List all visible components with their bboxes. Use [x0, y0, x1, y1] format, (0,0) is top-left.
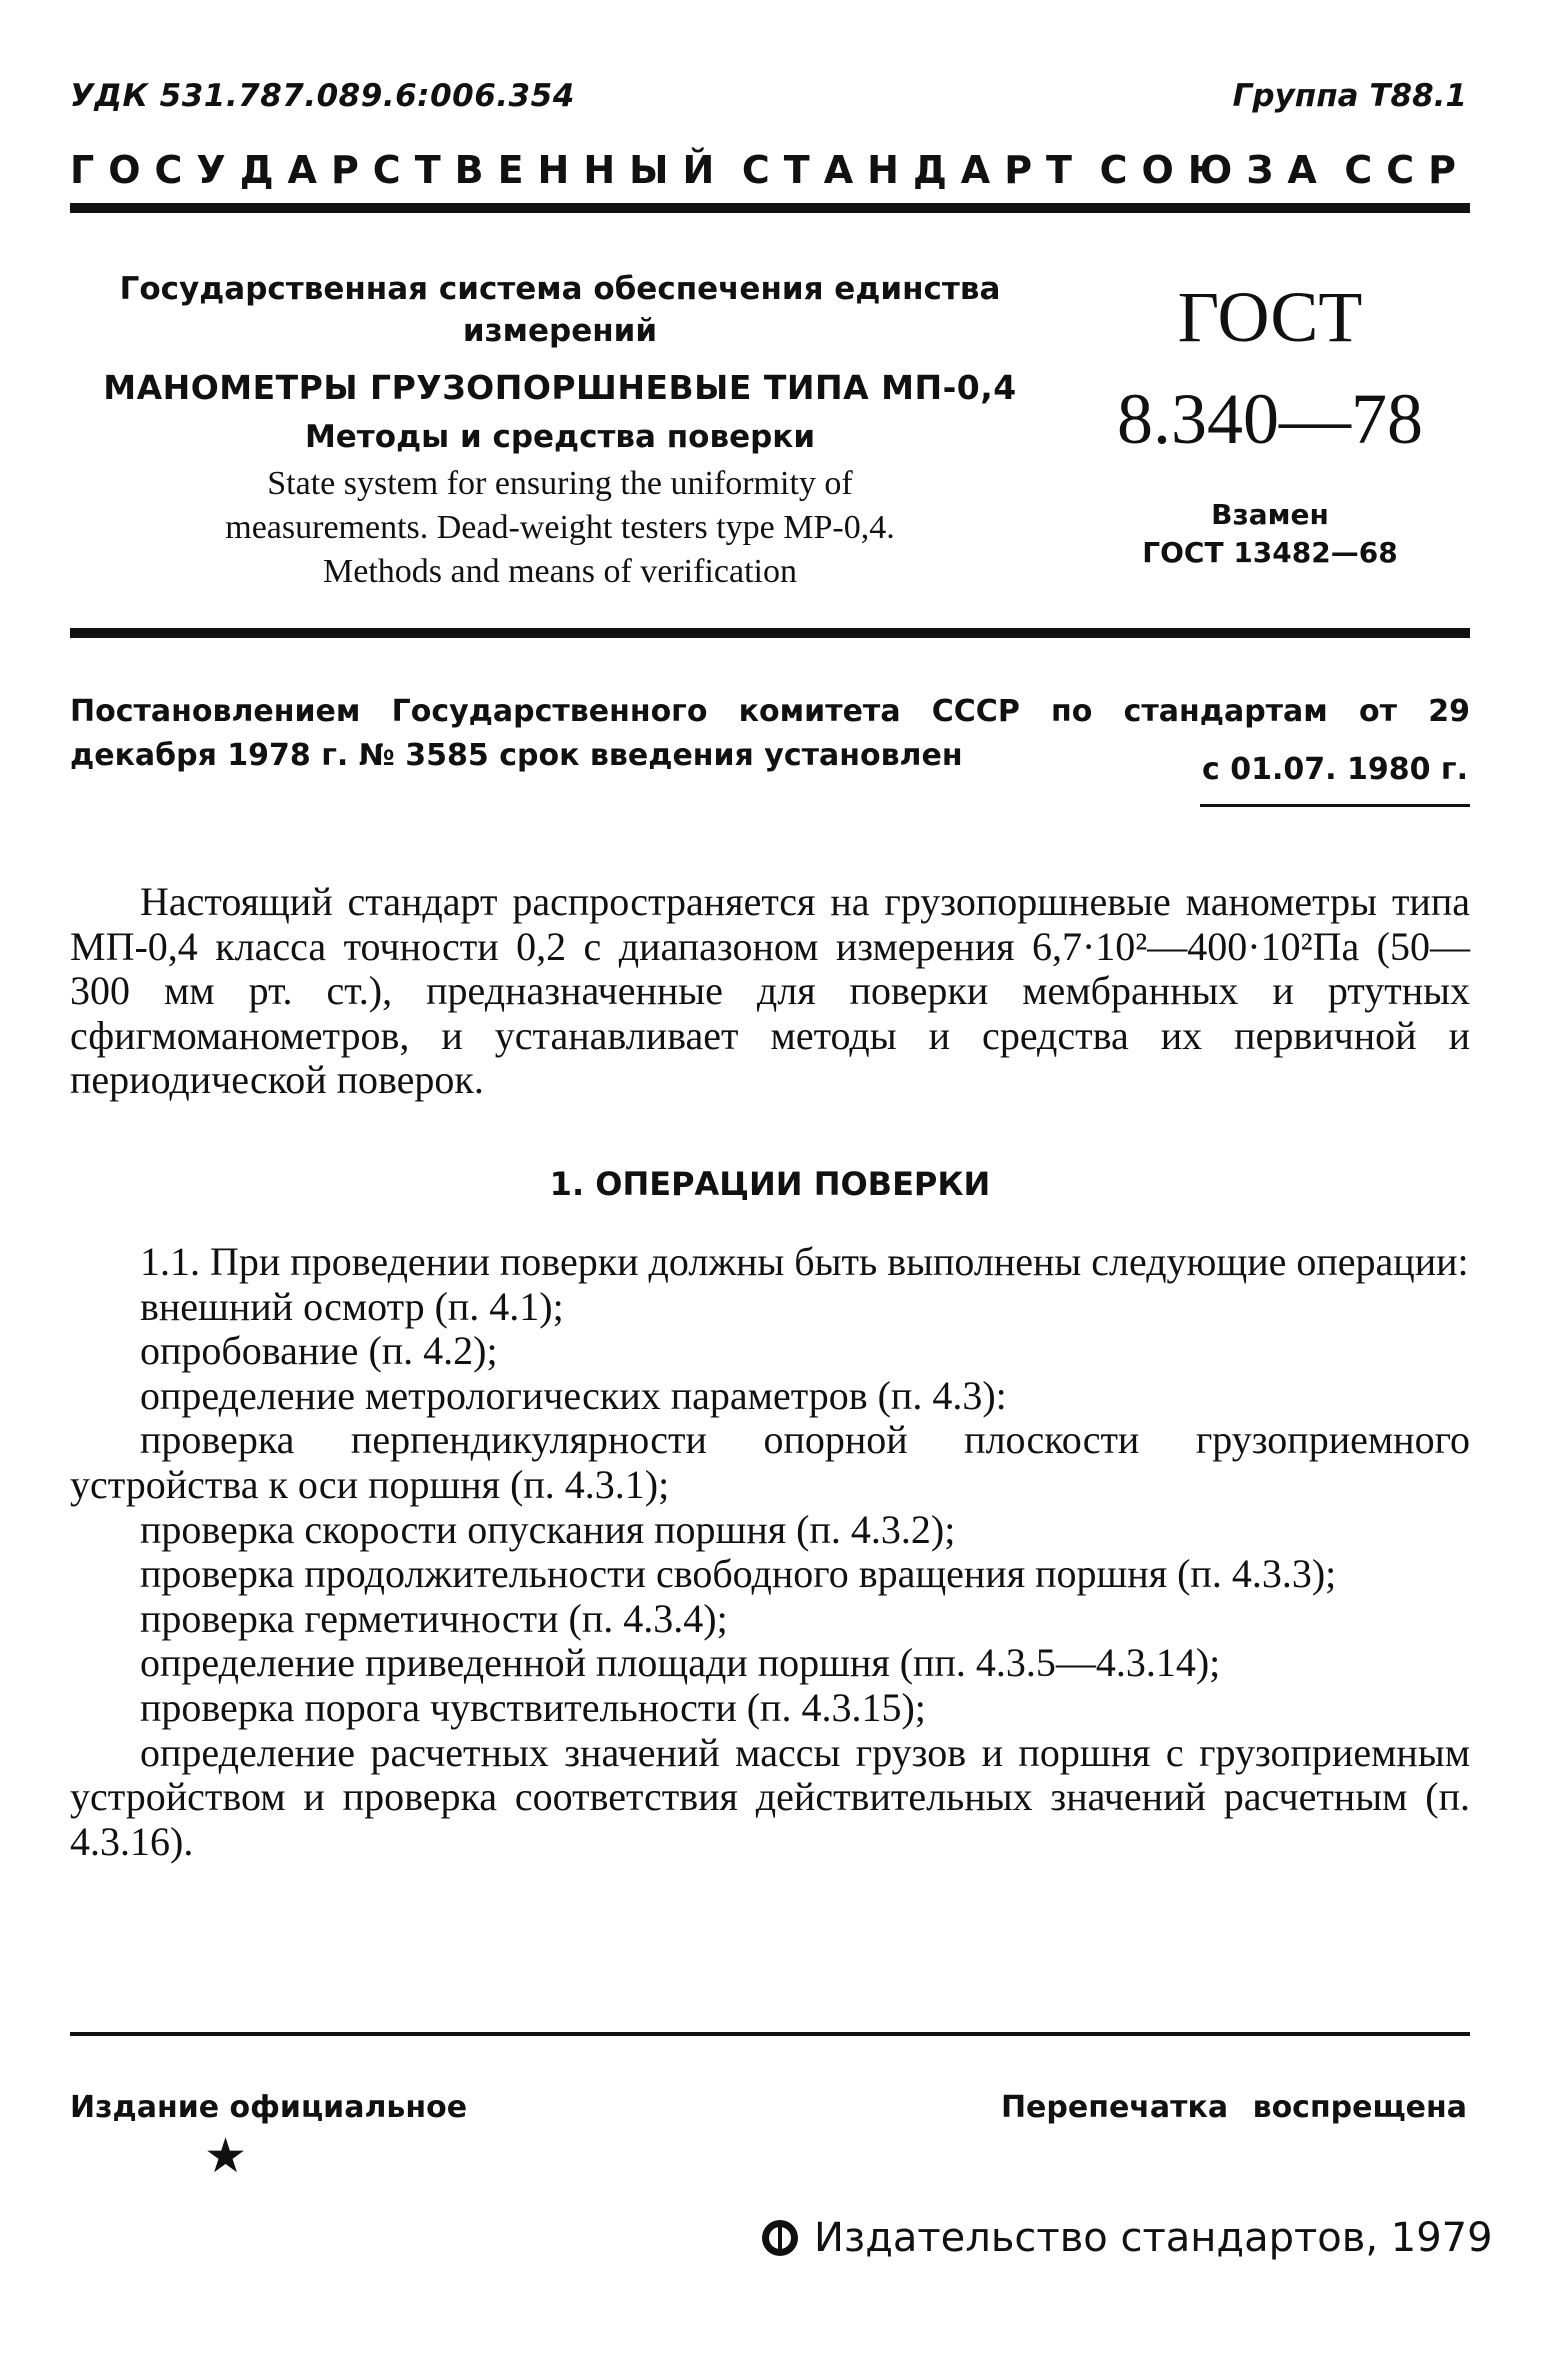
list-item: опробование (п. 4.2); [140, 1328, 498, 1374]
list-item: определение приведенной площади поршня (пп. 4.3.5—4.3.14); [140, 1640, 1221, 1686]
banner-word: СТАНДАРТ [741, 148, 1086, 192]
group-code: Группа Т88.1 [1232, 78, 1467, 114]
reprint-notice: Перепечатка воспрещена [1000, 2090, 1467, 2125]
star-icon: ★ [204, 2130, 248, 2183]
list-item: проверка герметичности (п. 4.3.4); [140, 1595, 728, 1641]
system-title-line1: Государственная система обеспечения единства [119, 271, 1001, 307]
gost-block [1070, 272, 1470, 572]
standard-main-title: МАНОМЕТРЫ ГРУЗОПОРШНЕВЫЕ ТИПА МП-0,4 [103, 368, 1017, 407]
intro-text: Настоящий стандарт распространяется на грузопоршневые манометры типа МП-0,4 класса точности 0,2 с диапазоном измерения 6,7·10²—400·10²Па (50—300 мм рт. ст.), предназначенные для поверки мембранных и ртутных сфигмоманометров, и устанавливает методы и средства их первичной и периодической поверок. [70, 879, 1470, 1103]
footer-rule [70, 2032, 1470, 2036]
banner-word: ССР [1344, 148, 1470, 192]
publisher-logo-icon [760, 2218, 800, 2258]
list-item: проверка перпендикулярности опорной плоскости грузоприемного устройства к оси поршня (п. 4.3.1); [70, 1417, 1470, 1507]
header-rule [70, 203, 1470, 213]
title-rule [70, 628, 1470, 638]
date-underline [1200, 804, 1470, 807]
list-item: проверка скорости опускания поршня (п. 4.3.2); [140, 1506, 956, 1552]
decree-text: Постановлением Государственного комитета СССР по стандартам от 29 декабря 1978 г. № 3585 срок введения установлен [70, 694, 1470, 773]
replaced-standard: ГОСТ 13482—68 [1142, 536, 1398, 569]
gost-label: ГОСТ [1177, 277, 1363, 357]
publisher-line [760, 2215, 1493, 2261]
gost-number: 8.340—78 [1117, 379, 1423, 459]
replaced-label: Взамен [1211, 498, 1329, 531]
english-title-line1: State system for ensuring the uniformity of [267, 465, 853, 502]
list-item: внешний осмотр (п. 4.1); [140, 1283, 564, 1329]
english-title-line2: measurements. Dead-weight testers type MP-0,4. [225, 509, 895, 546]
section-lead: 1.1. При проведении поверки должны быть выполнены следующие операции: [140, 1239, 1469, 1284]
banner-word: СОЮЗА [1099, 148, 1331, 192]
effective-date: с 01.07. 1980 г. [1202, 752, 1468, 787]
standard-subtitle: Методы и средства поверки [304, 419, 816, 455]
list-item: проверка порога чувствительности (п. 4.3.15); [140, 1684, 926, 1730]
section-title: 1. ОПЕРАЦИИ ПОВЕРКИ [549, 1165, 991, 1203]
list-item: определение метрологических параметров (п. 4.3): [140, 1372, 1007, 1418]
udk-code: УДК 531.787.089.6:006.354 [70, 78, 575, 114]
list-item: проверка продолжительности свободного вращения поршня (п. 4.3.3); [140, 1551, 1337, 1597]
banner-word: ГОСУДАРСТВЕННЫЙ [70, 148, 729, 192]
operations-list [70, 1240, 1470, 1864]
standard-banner [70, 148, 1470, 192]
official-edition: Издание официальное [70, 2090, 468, 2125]
intro-paragraph [70, 880, 1470, 1103]
list-item: определение расчетных значений массы грузов и поршня с грузоприемным устройством и проверка соответствия действительных значений расчетным (п. 4.3.16). [70, 1729, 1470, 1864]
publisher-text: Издательство стандартов, 1979 [814, 2215, 1493, 2261]
english-title-line3: Methods and means of verification [323, 553, 797, 590]
title-block [70, 268, 1050, 590]
system-title-line2: измерений [462, 313, 658, 349]
